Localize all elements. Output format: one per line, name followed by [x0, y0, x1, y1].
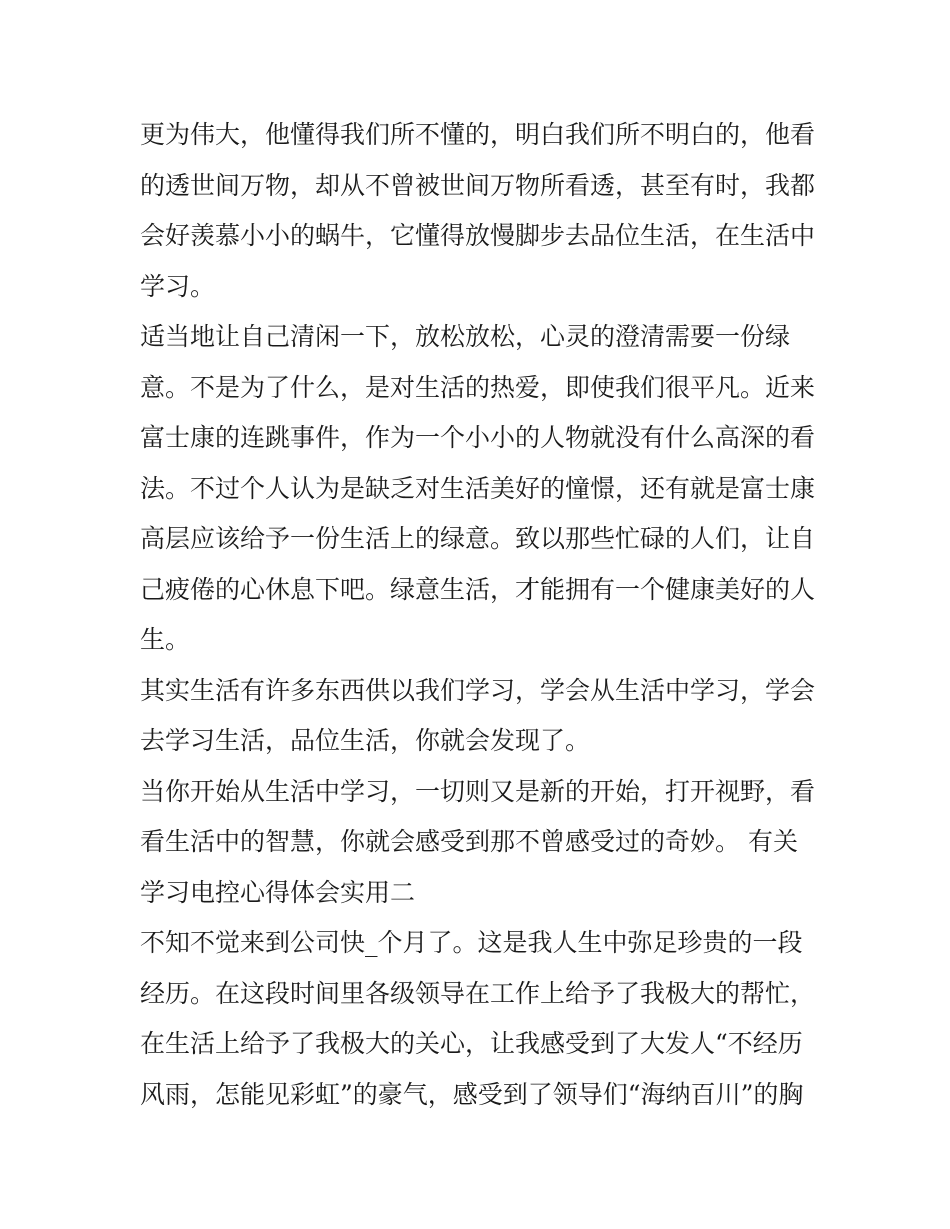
text-line: 学习。 — [140, 271, 216, 301]
text-line: 会好羡慕小小的蜗牛，它懂得放慢脚步去品位生活，在生活中 — [140, 221, 816, 250]
text-line: 己疲倦的心休息下吧。绿意生活，才能拥有一个健康美好的人 — [140, 574, 816, 604]
text-line: 富士康的连跳事件，作为一个小小的人物就没有什么高深的看 — [140, 423, 816, 452]
text-line: 其实生活有许多东西供以我们学习，学会从生活中学习，学会 — [140, 675, 816, 705]
body-text — [140, 110, 816, 1120]
text-line: 学习电控心得体会实用二 — [140, 877, 416, 907]
text-line: 看生活中的智慧，你就会感受到那不曾感受过的奇妙。 有关 — [140, 827, 798, 856]
text-line: 去学习生活，品位生活，你就会发现了。 — [140, 726, 591, 755]
text-line: 风雨，怎能见彩虹”的豪气，感受到了领导们“海纳百川”的胸 — [140, 1079, 804, 1109]
text-line: 的透世间万物，却从不曾被世间万物所看透，甚至有时，我都 — [140, 170, 816, 200]
text-line: 意。不是为了什么，是对生活的热爱，即使我们很平凡。近来 — [140, 372, 816, 402]
text-line: 经历。在这段时间里各级领导在工作上给予了我极大的帮忙， — [140, 978, 816, 1008]
text-line: 不知不觉来到公司快_个月了。这是我人生中弥足珍贵的一段 — [140, 928, 803, 957]
text-line: 当你开始从生活中学习，一切则又是新的开始，打开视野，看 — [140, 776, 816, 806]
text-line: 在生活上给予了我极大的关心，让我感受到了大发人“不经历 — [140, 1029, 803, 1058]
text-line: 适当地让自己清闲一下，放松放松，心灵的澄清需要一份绿 — [140, 322, 791, 351]
text-line: 生。 — [140, 625, 191, 654]
text-line: 法。不过个人认为是缺乏对生活美好的憧憬，还有就是富士康 — [140, 473, 816, 503]
text-line: 高层应该给予一份生活上的绿意。致以那些忙碌的人们，让自 — [140, 524, 816, 553]
text-line: 更为伟大，他懂得我们所不懂的，明白我们所不明白的，他看 — [140, 120, 816, 149]
